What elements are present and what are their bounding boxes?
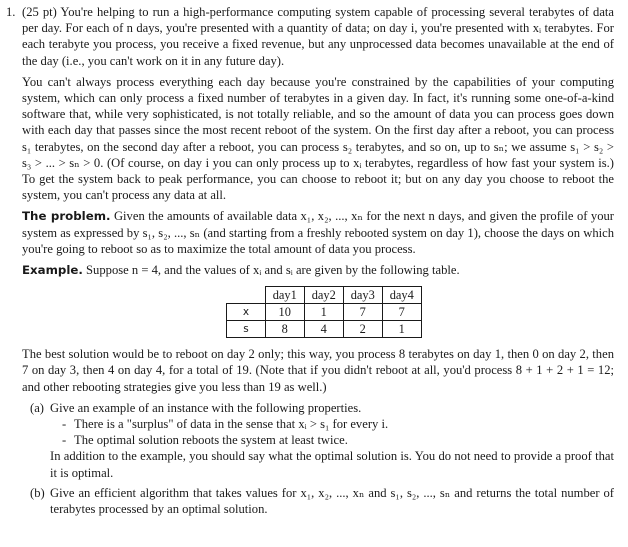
table-header-row xyxy=(227,287,422,304)
table-row xyxy=(227,304,422,321)
table-cell: 4 xyxy=(304,321,343,338)
problem-heading: The problem. xyxy=(22,209,111,224)
table-cell: 1 xyxy=(304,304,343,321)
subpart-body xyxy=(50,485,614,517)
table-cell: 7 xyxy=(382,304,421,321)
problem-number: 1. xyxy=(6,5,16,19)
subpart-follow: In addition to the example, you should say what the optimal solution is. You do not need to provide a proof that it is optimal. xyxy=(50,449,614,480)
example-heading: Example. xyxy=(22,263,83,278)
table-row-label: x xyxy=(227,304,266,321)
list-item xyxy=(50,432,614,448)
bullet-text: There is a "surplus" of data in the sense that xᵢ > s₁ for every i. xyxy=(74,417,389,432)
problem-statement-text: Given the amounts of available data x₁, x₂, ..., xₙ for the next n days, and given the profile of your system as expressed by s₁, s₂, ..., sₙ (and starting from a freshly rebooted system on day 1), choose the days on which you're going to reboot so as to maximize the total amount of data you process. xyxy=(22,209,614,256)
subparts-list xyxy=(22,400,614,517)
intro-paragraph: (25 pt) You're helping to run a high-performance computing system capable of processing several terabytes of data per day. For each of n days, you're presented with a quantity of data; on day i, you're presented with xᵢ terabytes. For each terabyte you process, you receive a fixed revenue, but any unprocessed data becomes unavailable at the end of the day (i.e., you can't work on it in any future day). xyxy=(22,5,614,68)
subpart-label: (b) xyxy=(30,485,45,500)
problem-body xyxy=(22,4,614,521)
constraints-paragraph: You can't always process everything each day because you're constrained by the capabilities of your computing system, which can only process a fixed number of terabytes in a given day. In fact, it's running some one-of-a-kind software that, while very sophisticated, is not totally reliable, and so the amount of data you can process goes down with each day that passes since the most recent reboot of the system. On the first day after a reboot, you can process s₁ terabytes, on the second day after a reboot, you can process s₂ terabytes, and so on, up to sₙ; we assume s₁ > s₂ > s₃ > ... > sₙ > 0. (Of course, on day i you can only process up to xᵢ terabytes, regardless of how fast your system is.) To get the system back to peak performance, you can choose to reboot it; but on any day you choose to reboot the system, you can't process any data at all. xyxy=(22,74,614,203)
table-cell: 8 xyxy=(265,321,304,338)
table-cell: 2 xyxy=(343,321,382,338)
subpart-label: (a) xyxy=(30,400,44,415)
bullet-text: The optimal solution reboots the system at least twice. xyxy=(74,433,348,448)
table-header-cell: day1 xyxy=(265,287,304,304)
subpart-a xyxy=(22,400,614,481)
table-row xyxy=(227,321,422,338)
example-table xyxy=(226,286,422,338)
subpart-lead: Give an efficient algorithm that takes values for x₁, x₂, ..., xₙ and s₁, s₂, ..., sₙ and returns the total number of terabytes processed by an optimal solution. xyxy=(50,485,614,517)
example-table-wrapper xyxy=(34,286,614,338)
dash-bullet-icon: - xyxy=(62,433,67,448)
list-item xyxy=(50,416,614,432)
table-cell: 10 xyxy=(265,304,304,321)
subpart-lead: Give an example of an instance with the following properties. xyxy=(50,400,362,415)
subpart-b xyxy=(22,485,614,517)
subpart-body xyxy=(50,400,614,481)
solution-paragraph: The best solution would be to reboot on day 2 only; this way, you process 8 terabytes on day 1, then 0 on day 2, then 7 on day 3, then 4 on day 4, for a total of 19. (Note that if you didn't reboot at all, you'd process 8 + 1 + 2 + 1 = 12; and other rebooting strategies give you less than 19 as well.) xyxy=(22,347,614,394)
table-row-label: s xyxy=(227,321,266,338)
example-text: Suppose n = 4, and the values of xᵢ and sᵢ are given by the following table. xyxy=(82,263,460,278)
table-header-cell: day4 xyxy=(382,287,421,304)
table-cell: 1 xyxy=(382,321,421,338)
example-paragraph xyxy=(22,262,614,278)
table-corner-cell xyxy=(227,287,266,304)
table-header-cell: day3 xyxy=(343,287,382,304)
table-cell: 7 xyxy=(343,304,382,321)
problem-statement-paragraph xyxy=(22,208,614,257)
dash-bullet-icon: - xyxy=(62,417,67,432)
table-header-cell: day2 xyxy=(304,287,343,304)
